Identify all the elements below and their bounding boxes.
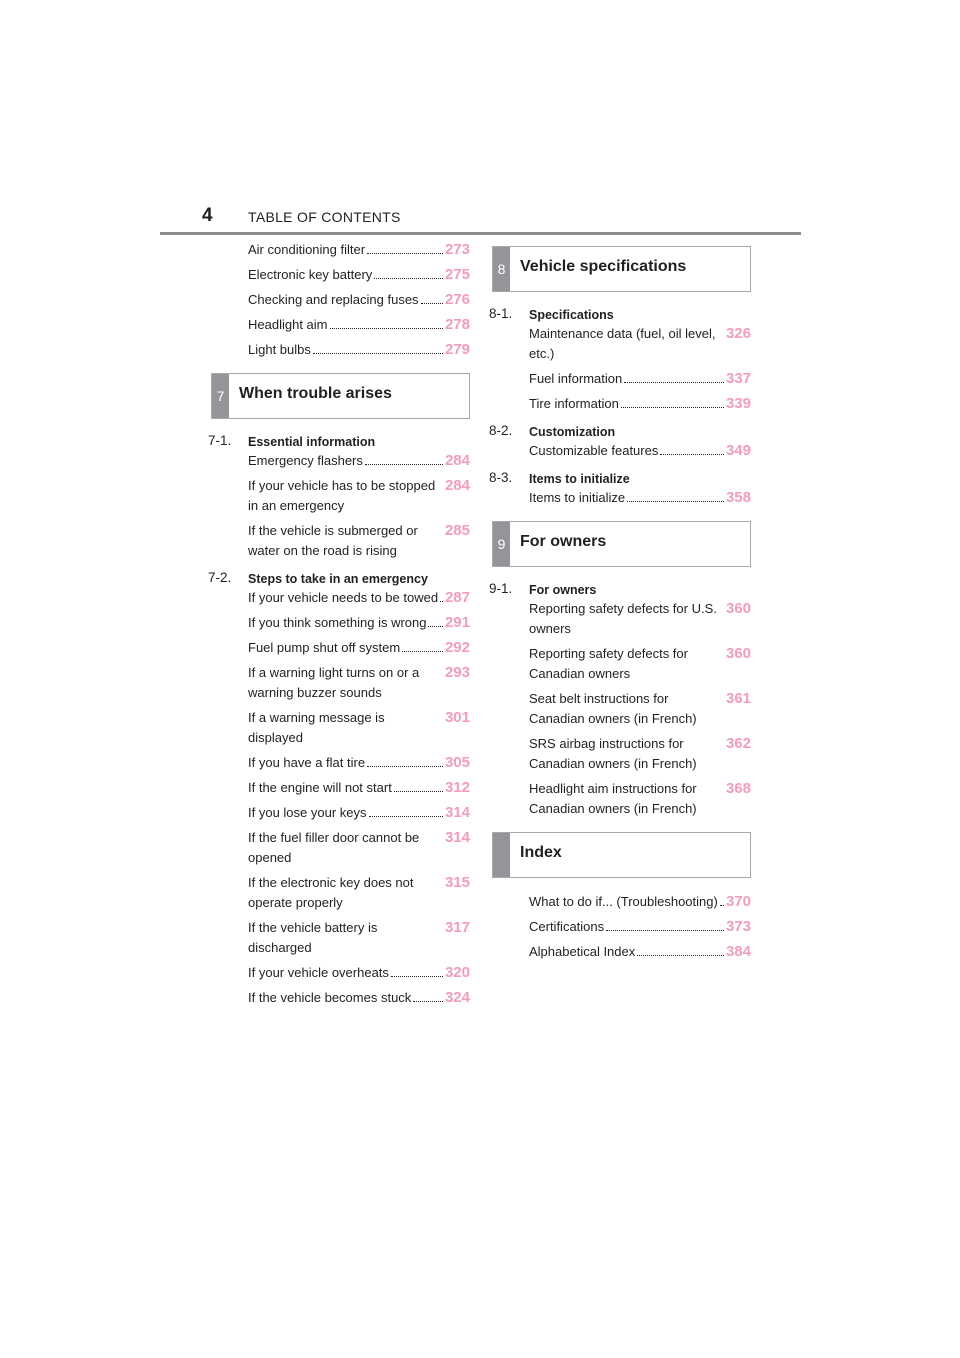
dot-leader [660, 453, 724, 455]
group-entries [489, 599, 751, 824]
group-8-3 [489, 470, 751, 513]
toc-entry-page[interactable]: 273 [444, 241, 470, 258]
page-header-title: TABLE OF CONTENTS [248, 209, 401, 225]
toc-entry-page[interactable]: 337 [725, 370, 751, 387]
toc-entry[interactable] [529, 441, 751, 466]
toc-entry-page[interactable]: 275 [444, 266, 470, 283]
toc-entry[interactable] [248, 918, 470, 963]
toc-entry-page[interactable]: 360 [725, 645, 751, 662]
toc-entry-text: If the vehicle becomes stuck [248, 990, 412, 1005]
toc-entry-page[interactable]: 301 [444, 709, 470, 726]
toc-entry-page[interactable]: 293 [444, 664, 470, 681]
toc-entry-page[interactable]: 279 [444, 341, 470, 358]
toc-entry-text: Fuel information [529, 371, 623, 386]
section-7-header[interactable] [211, 373, 470, 419]
toc-entry[interactable] [248, 753, 470, 778]
right-column [489, 240, 751, 967]
group-number: 7-1. [208, 433, 232, 448]
group-number: 7-2. [208, 570, 232, 585]
group-number: 8-2. [489, 423, 513, 438]
group-entries [489, 441, 751, 466]
toc-entry[interactable] [248, 265, 470, 290]
dot-leader [720, 904, 724, 906]
toc-entry-text: Maintenance data (fuel, oil level, etc.) [529, 326, 716, 361]
section-number-tab [493, 833, 510, 877]
section-title: When trouble arises [239, 385, 392, 402]
toc-entry[interactable] [529, 779, 751, 824]
toc-entry[interactable] [248, 663, 470, 708]
toc-entry-text: Tire information [529, 396, 619, 411]
toc-entry-text: Air conditioning filter [248, 242, 366, 257]
toc-entry[interactable] [248, 963, 470, 988]
toc-entry[interactable] [529, 942, 751, 967]
group-entries [208, 451, 470, 566]
toc-entry-text: If a warning light turns on or a warning buzzer sounds [248, 665, 420, 700]
toc-entry[interactable] [248, 708, 470, 753]
section-8-header[interactable] [492, 246, 751, 292]
toc-entry[interactable] [248, 315, 470, 340]
left-column [208, 240, 470, 1017]
toc-entry-text: Reporting safety defects for U.S. owners [529, 601, 717, 636]
group-title: Specifications [529, 308, 614, 322]
dot-leader [369, 815, 443, 817]
toc-entry-page[interactable]: 370 [725, 893, 751, 910]
dot-leader [391, 975, 443, 977]
toc-entry-text: If the fuel filler door cannot be opened [248, 830, 420, 865]
toc-entry[interactable] [248, 638, 470, 663]
toc-entry-text: If your vehicle has to be stopped in an emergency [248, 478, 436, 513]
toc-entry-page[interactable]: 278 [444, 316, 470, 333]
group-title: Essential information [248, 435, 376, 449]
toc-entry-text: Light bulbs [248, 342, 311, 357]
toc-entry[interactable] [529, 369, 751, 394]
dot-leader [374, 277, 443, 279]
toc-entry-text: Seat belt instructions for Canadian owners (in French) [529, 691, 697, 726]
toc-entry-text: If you think something is wrong [248, 615, 427, 630]
toc-entry-page[interactable]: 320 [444, 964, 470, 981]
toc-entry-text: If your vehicle overheats [248, 965, 389, 980]
toc-entry[interactable] [248, 588, 470, 613]
toc-entry-page[interactable]: 324 [444, 989, 470, 1006]
toc-entry[interactable] [529, 892, 751, 917]
group-7-1 [208, 433, 470, 566]
group-entries [208, 588, 470, 1013]
dot-leader [367, 765, 443, 767]
index-section-header[interactable] [492, 832, 751, 878]
toc-entry-page[interactable]: 305 [444, 754, 470, 771]
toc-entry[interactable] [248, 451, 470, 476]
group-7-2 [208, 570, 470, 1013]
toc-entry[interactable] [529, 394, 751, 419]
toc-entry-text: If a warning message is displayed [248, 710, 385, 745]
toc-entry-text: Headlight aim instructions for Canadian owners (in French) [529, 781, 697, 816]
toc-entry-text: Alphabetical Index [529, 944, 636, 959]
toc-entry-text: Headlight aim [248, 317, 328, 332]
toc-entry-text: Fuel pump shut off system [248, 640, 401, 655]
toc-entry-text: Electronic key battery [248, 267, 373, 282]
toc-entry[interactable] [248, 476, 470, 521]
dot-leader [624, 381, 724, 383]
dot-leader [394, 790, 443, 792]
toc-entry[interactable] [248, 988, 470, 1013]
dot-leader [367, 252, 443, 254]
section-title: Vehicle specifications [520, 258, 687, 275]
toc-entry-page[interactable]: 314 [444, 829, 470, 846]
group-title: Customization [529, 425, 616, 439]
group-title: Steps to take in an emergency [248, 572, 428, 586]
dot-leader [365, 463, 443, 465]
dot-leader [428, 625, 442, 627]
group-entries [489, 324, 751, 419]
toc-entry[interactable] [248, 240, 470, 265]
toc-entry-page[interactable]: 314 [444, 804, 470, 821]
group-8-2 [489, 423, 751, 466]
toc-entry-page[interactable]: 360 [725, 600, 751, 617]
group-number: 8-1. [489, 306, 513, 321]
toc-entry[interactable] [529, 324, 751, 369]
section-number-tab: 7 [212, 374, 229, 418]
dot-leader [621, 406, 724, 408]
toc-entry[interactable] [529, 734, 751, 779]
dot-leader [627, 500, 724, 502]
dot-leader [421, 302, 443, 304]
toc-entry[interactable] [529, 644, 751, 689]
section-number-tab: 8 [493, 247, 510, 291]
toc-entry-page[interactable]: 284 [444, 477, 470, 494]
toc-entry-page[interactable]: 291 [444, 614, 470, 631]
dot-leader [313, 352, 443, 354]
toc-entry-text: If the electronic key does not operate properly [248, 875, 414, 910]
toc-entry-page[interactable]: 362 [725, 735, 751, 752]
dot-leader [606, 929, 724, 931]
dot-leader [330, 327, 443, 329]
dot-leader [440, 600, 443, 602]
section-number-tab: 9 [493, 522, 510, 566]
section-9-header[interactable] [492, 521, 751, 567]
toc-entry-page[interactable]: 292 [444, 639, 470, 656]
dot-leader [413, 1000, 443, 1002]
toc-entry[interactable] [248, 828, 470, 873]
toc-entry-page[interactable]: 368 [725, 780, 751, 797]
group-entries [489, 488, 751, 513]
left-top-entries [208, 240, 470, 365]
toc-entry-page[interactable]: 276 [444, 291, 470, 308]
header-rule [160, 232, 801, 235]
toc-entry-page[interactable]: 317 [444, 919, 470, 936]
toc-entry[interactable] [529, 917, 751, 942]
toc-entry-text: If your vehicle needs to be towed [248, 590, 439, 605]
toc-entry-text: If you lose your keys [248, 805, 367, 820]
toc-entry[interactable] [248, 778, 470, 803]
index-entries [489, 892, 751, 967]
toc-entry[interactable] [248, 613, 470, 638]
toc-entry[interactable] [248, 340, 470, 365]
toc-entry-page[interactable]: 284 [444, 452, 470, 469]
group-number: 8-3. [489, 470, 513, 485]
toc-entry-page[interactable]: 326 [725, 325, 751, 342]
toc-entry-text: What to do if... (Troubleshooting) [529, 894, 718, 909]
toc-entry-page[interactable]: 339 [725, 395, 751, 412]
toc-entry-page[interactable]: 349 [725, 442, 751, 459]
toc-entry-text: Emergency flashers [248, 453, 363, 468]
toc-entry-text: If the vehicle is submerged or water on the road is rising [248, 523, 418, 558]
group-8-1 [489, 306, 751, 419]
section-title: Index [520, 844, 562, 861]
toc-entry-text: Checking and replacing fuses [248, 292, 419, 307]
toc-entry-text: If the engine will not start [248, 780, 392, 795]
toc-entry-text: SRS airbag instructions for Canadian owners (in French) [529, 736, 697, 771]
toc-entry-page[interactable]: 312 [444, 779, 470, 796]
toc-entry-text: Certifications [529, 919, 605, 934]
toc-entry-text: Customizable features [529, 443, 659, 458]
group-title: Items to initialize [529, 472, 630, 486]
toc-entry-page[interactable]: 373 [725, 918, 751, 935]
group-number: 9-1. [489, 581, 513, 596]
toc-entry-page[interactable]: 287 [444, 589, 470, 606]
toc-entry[interactable] [248, 873, 470, 918]
toc-entry[interactable] [248, 803, 470, 828]
group-9-1 [489, 581, 751, 824]
toc-entry-text: Reporting safety defects for Canadian owners [529, 646, 688, 681]
group-title: For owners [529, 583, 597, 597]
toc-entry-page[interactable]: 285 [444, 522, 470, 539]
dot-leader [402, 650, 443, 652]
toc-entry[interactable] [529, 488, 751, 513]
toc-entry-page[interactable]: 384 [725, 943, 751, 960]
page-number: 4 [202, 205, 213, 226]
section-title: For owners [520, 533, 607, 550]
toc-entry-text: Items to initialize [529, 490, 626, 505]
dot-leader [637, 954, 724, 956]
toc-entry[interactable] [248, 521, 470, 566]
toc-entry-page[interactable]: 361 [725, 690, 751, 707]
toc-entry[interactable] [529, 599, 751, 644]
toc-entry[interactable] [529, 689, 751, 734]
toc-entry[interactable] [248, 290, 470, 315]
toc-entry-text: If the vehicle battery is discharged [248, 920, 378, 955]
toc-entry-page[interactable]: 315 [444, 874, 470, 891]
toc-entry-page[interactable]: 358 [725, 489, 751, 506]
toc-entry-text: If you have a flat tire [248, 755, 366, 770]
